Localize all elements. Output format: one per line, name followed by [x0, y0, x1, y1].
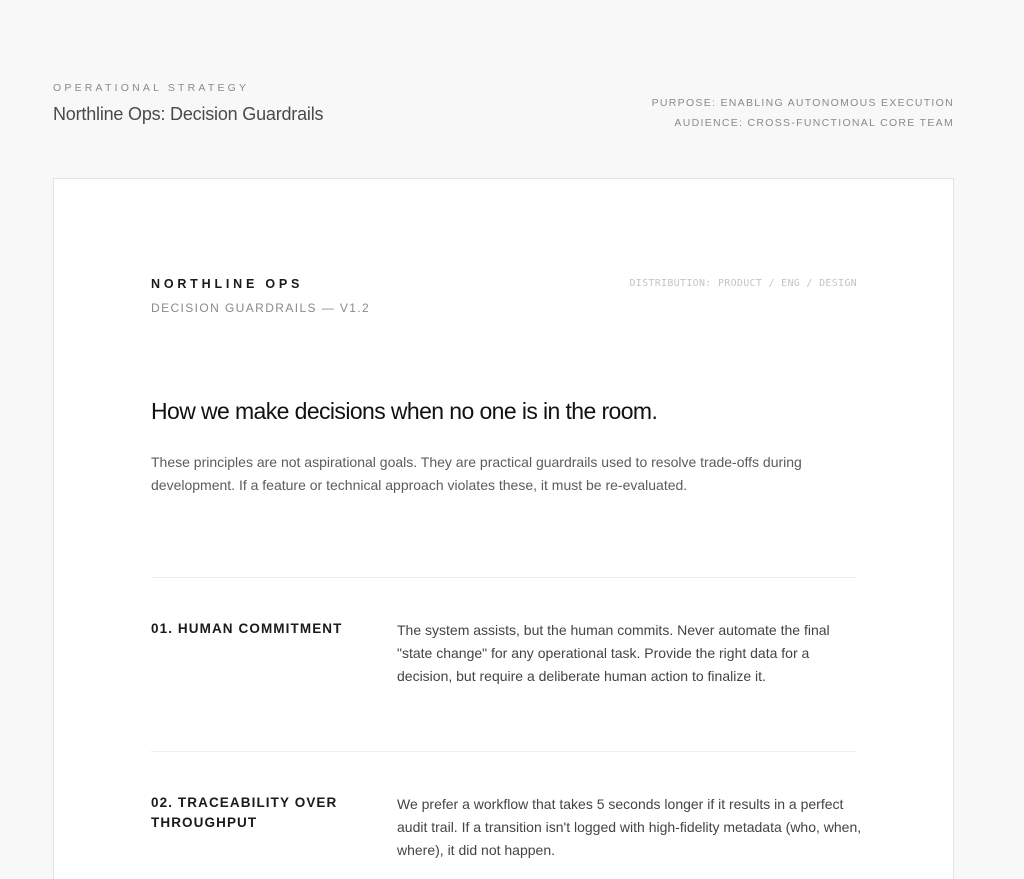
principle-title: 01. HUMAN COMMITMENT — [151, 621, 343, 636]
document-version: DECISION GUARDRAILS — V1.2 — [151, 301, 371, 315]
document-card — [53, 178, 954, 879]
principle-body: We prefer a workflow that takes 5 seconds longer if it results in a perfect audit trail. If a transition isn't logged with high-fidelity metadata (who, when, where), it did not happen. — [397, 796, 862, 858]
document-headline: How we make decisions when no one is in the room. — [151, 398, 658, 424]
purpose-label: PURPOSE: ENABLING AUTONOMOUS EXECUTION — [651, 97, 954, 109]
section-divider — [151, 577, 856, 578]
header-meta — [652, 93, 954, 133]
section-divider — [151, 751, 856, 752]
principle-body: The system assists, but the human commits. Never automate the final "state change" for any operational task. Provide the right data for a decision, but require a deliberate human action to finalize it. — [397, 622, 830, 684]
page-header — [53, 82, 954, 142]
principle-title: 02. TRACEABILITY OVER THROUGHPUT — [151, 795, 338, 830]
audience-label: AUDIENCE: CROSS-FUNCTIONAL CORE TEAM — [674, 117, 954, 129]
distribution-label: DISTRIBUTION: PRODUCT / ENG / DESIGN — [629, 278, 857, 289]
page-title: Northline Ops: Decision Guardrails — [53, 104, 324, 124]
header-eyebrow: OPERATIONAL STRATEGY — [53, 82, 250, 94]
document-brand: NORTHLINE OPS — [151, 277, 304, 291]
document-intro: These principles are not aspirational goals. They are practical guardrails used to resolve trade-offs during development. If a feature or technical approach violates these, it must be re-evaluated. — [151, 454, 802, 493]
